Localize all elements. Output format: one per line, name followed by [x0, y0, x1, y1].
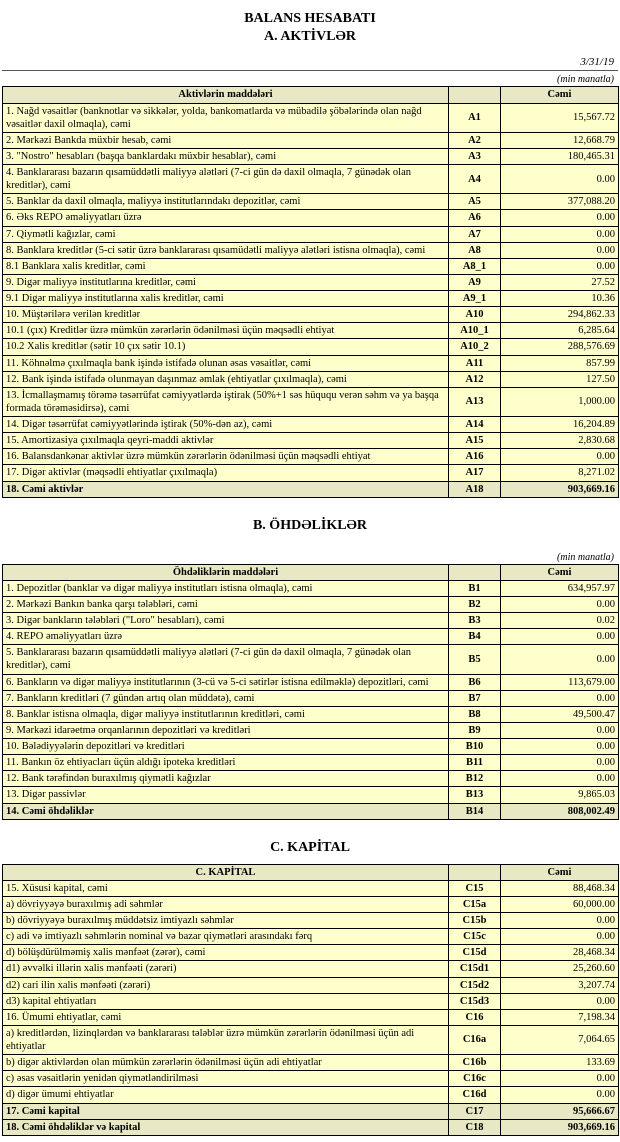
row-label: 18. Cəmi öhdəliklər və kapital — [3, 1119, 449, 1135]
row-code: B1 — [449, 580, 501, 596]
row-code: A9 — [449, 274, 501, 290]
row-value: 8,271.02 — [501, 465, 619, 481]
row-code: A2 — [449, 132, 501, 148]
unit-note-a: (min manatla) — [557, 74, 614, 86]
row-label: c) adi və imtiyazlı səhmlərin nominal və bazar qiymətləri arasındakı fərq — [3, 929, 449, 945]
table-row — [3, 371, 619, 387]
row-value: 0.00 — [501, 913, 619, 929]
row-value: 25,260.60 — [501, 961, 619, 977]
table-row — [3, 629, 619, 645]
row-label: 8. Banklara kreditlər (5-ci sətir üzrə banklararası qısamüdətli maliyyə alətləri istisna olmaqla), cəmi — [3, 242, 449, 258]
row-label: b) digər aktivlərdən olan mümkün zərərlərin ödənilməsi üçün adi ehtiyatlar — [3, 1055, 449, 1071]
row-label: 9.1 Digər maliyyə institutlarına xalis kreditlər, cəmi — [3, 291, 449, 307]
row-label: 15. Amortizasiya çıxılmaqla qeyri-maddi aktivlər — [3, 433, 449, 449]
row-label: d1) əvvəlki illərin xalis mənfəəti (zərəri) — [3, 961, 449, 977]
row-code: B12 — [449, 771, 501, 787]
row-label: 13. Digər passivlər — [3, 787, 449, 803]
row-value: 0.00 — [501, 739, 619, 755]
table-row — [3, 242, 619, 258]
table-row — [3, 1025, 619, 1054]
table-row — [3, 771, 619, 787]
table-row — [3, 596, 619, 612]
row-value: 0.00 — [501, 722, 619, 738]
row-label: d) digər ümumi ehtiyatlar — [3, 1087, 449, 1103]
assets-total-header: Cəmi — [501, 87, 619, 103]
row-label: 14. Digər təsərrüfat cəmiyyətlərində iştirak (50%-dən az), cəmi — [3, 417, 449, 433]
row-value: 0.00 — [501, 258, 619, 274]
row-value: 7,198.34 — [501, 1009, 619, 1025]
table-row — [3, 896, 619, 912]
row-value: 0.00 — [501, 629, 619, 645]
row-value: 9,865.03 — [501, 787, 619, 803]
capital-table-header-row — [3, 864, 619, 880]
row-label: 9. Digər maliyyə institutlarına kreditlər, cəmi — [3, 274, 449, 290]
row-label: 17. Cəmi kapital — [3, 1103, 449, 1119]
row-value: 127.50 — [501, 371, 619, 387]
table-row — [3, 722, 619, 738]
row-code: A14 — [449, 417, 501, 433]
row-code: C15d — [449, 945, 501, 961]
capital-code-header — [449, 864, 501, 880]
row-label: 10. Müştərilərə verilən kreditlər — [3, 307, 449, 323]
table-row — [3, 291, 619, 307]
row-label: b) dövriyyəyə buraxılmış müddətsiz imtiyazlı səhmlər — [3, 913, 449, 929]
row-code: A4 — [449, 165, 501, 194]
table-row — [3, 1087, 619, 1103]
row-value: 857.99 — [501, 355, 619, 371]
table-row — [3, 165, 619, 194]
row-value: 88,468.34 — [501, 880, 619, 896]
row-code: A10 — [449, 307, 501, 323]
row-label: 9. Mərkəzi idarəetmə orqanlarının depozitləri və kreditləri — [3, 722, 449, 738]
row-label: 8.1 Banklara xalis kreditlər, cəmi — [3, 258, 449, 274]
row-code: A8 — [449, 242, 501, 258]
table-row — [3, 739, 619, 755]
table-row — [3, 613, 619, 629]
row-code: C15a — [449, 896, 501, 912]
table-row — [3, 355, 619, 371]
table-row — [3, 674, 619, 690]
row-value: 0.00 — [501, 226, 619, 242]
row-code: C16b — [449, 1055, 501, 1071]
liabilities-table-header-row — [3, 564, 619, 580]
table-row — [3, 449, 619, 465]
row-label: 2. Mərkəzi Bankda müxbir hesab, cəmi — [3, 132, 449, 148]
row-label: 1. Nağd vəsaitlər (banknotlar və sikkələr, yolda, bankomatlarda və mübadilə şöbələrində olan nağd vəsaitlər daxil olmaqla), cəmi — [3, 103, 449, 132]
total-row — [3, 1119, 619, 1135]
row-code: B4 — [449, 629, 501, 645]
row-value: 0.02 — [501, 613, 619, 629]
row-code: C15 — [449, 880, 501, 896]
row-value: 294,862.33 — [501, 307, 619, 323]
row-value: 0.00 — [501, 242, 619, 258]
row-value: 0.00 — [501, 596, 619, 612]
row-code: C16a — [449, 1025, 501, 1054]
row-code: B8 — [449, 706, 501, 722]
row-code: A18 — [449, 481, 501, 497]
row-value: 377,088.20 — [501, 194, 619, 210]
table-row — [3, 274, 619, 290]
row-label: 18. Cəmi aktivlər — [3, 481, 449, 497]
row-value: 0.00 — [501, 929, 619, 945]
row-label: a) dövriyyəyə buraxılmış adi səhmlər — [3, 896, 449, 912]
table-row — [3, 1055, 619, 1071]
total-row — [3, 1103, 619, 1119]
row-code: C15b — [449, 913, 501, 929]
row-code: C18 — [449, 1119, 501, 1135]
row-label: 15. Xüsusi kapital, cəmi — [3, 880, 449, 896]
row-label: 10. Bələdiyyələrin depozitləri və kreditləri — [3, 739, 449, 755]
row-code: A3 — [449, 148, 501, 164]
row-value: 10.36 — [501, 291, 619, 307]
row-value: 2,830.68 — [501, 433, 619, 449]
row-value: 16,204.89 — [501, 417, 619, 433]
row-label: d) bölüşdürülməmiş xalis mənfəət (zərər), cəmi — [3, 945, 449, 961]
row-value: 95,666.67 — [501, 1103, 619, 1119]
row-label: 16. Balansdankənar aktivlər üzrə mümkün zərərlərin ödənilməsi üçün məqsədli ehtiyat — [3, 449, 449, 465]
row-value: 180,465.31 — [501, 148, 619, 164]
capital-total-header: Cəmi — [501, 864, 619, 880]
row-value: 0.00 — [501, 771, 619, 787]
total-row — [3, 803, 619, 819]
liabilities-items-header: Öhdəliklərin maddələri — [3, 564, 449, 580]
row-value: 808,002.49 — [501, 803, 619, 819]
row-label: 3. "Nostro" hesabları (başqa banklardakı müxbir hesablar), cəmi — [3, 148, 449, 164]
row-code: B7 — [449, 690, 501, 706]
row-label: 12. Bank tərəfindən buraxılmış qiymətli kağızlar — [3, 771, 449, 787]
row-value: 0.00 — [501, 993, 619, 1009]
table-row — [3, 258, 619, 274]
row-code: A8_1 — [449, 258, 501, 274]
row-code: C16d — [449, 1087, 501, 1103]
row-value: 0.00 — [501, 645, 619, 674]
row-code: C16 — [449, 1009, 501, 1025]
row-label: 11. Bankın öz ehtiyacları üçün aldığı ipoteka kreditləri — [3, 755, 449, 771]
row-label: 12. Bank işində istifadə olunmayan daşınmaz əmlak (ehtiyatlar çıxılmaqla), cəmi — [3, 371, 449, 387]
table-row — [3, 194, 619, 210]
assets-items-header: Aktivlərin maddələri — [3, 87, 449, 103]
row-value: 903,669.16 — [501, 1119, 619, 1135]
row-value: 0.00 — [501, 165, 619, 194]
row-label: 3. Digər bankların tələbləri ("Loro" hesabları), cəmi — [3, 613, 449, 629]
unit-note-b: (min manatla) — [557, 551, 614, 563]
row-value: 0.00 — [501, 449, 619, 465]
assets-table — [2, 86, 619, 497]
row-code: A16 — [449, 449, 501, 465]
row-label: 7. Bankların kreditləri (7 gündən artıq olan müddətə), cəmi — [3, 690, 449, 706]
row-code: A10_2 — [449, 339, 501, 355]
row-label: 8. Banklar istisna olmaqla, digər maliyyə institutlarının kreditləri, cəmi — [3, 706, 449, 722]
row-label: 17. Digər aktivlər (məqsədli ehtiyatlar çıxılmaqla) — [3, 465, 449, 481]
section-c-title: C. KAPİTAL — [270, 839, 350, 855]
row-label: 10.1 (çıx) Kreditlər üzrə mümkün zərərlərin ödənilməsi üçün məqsədli ehtiyat — [3, 323, 449, 339]
row-label: 1. Depozitlər (banklar və digər maliyyə institutları istisna olmaqla), cəmi — [3, 580, 449, 596]
table-row — [3, 132, 619, 148]
row-label: 10.2 Xalis kreditlər (sətir 10 çıx sətir 10.1) — [3, 339, 449, 355]
row-value: 0.00 — [501, 1071, 619, 1087]
row-value: 903,669.16 — [501, 481, 619, 497]
row-code: A17 — [449, 465, 501, 481]
row-label: 6. Bankların və digər maliyyə institutlarının (3-cü və 5-ci sətirlər istisna edilməklə) depozitləri, cəmi — [3, 674, 449, 690]
row-label: 11. Köhnəlmə çıxılmaqla bank işində istifadə olunan əsas vəsaitlər, cəmi — [3, 355, 449, 371]
row-value: 0.00 — [501, 690, 619, 706]
row-label: c) əsas vəsaitlərin yenidən qiymətləndirilməsi — [3, 1071, 449, 1087]
row-code: B10 — [449, 739, 501, 755]
table-row — [3, 690, 619, 706]
row-code: B13 — [449, 787, 501, 803]
row-value: 28,468.34 — [501, 945, 619, 961]
row-code: C16c — [449, 1071, 501, 1087]
row-label: 4. REPO əməliyyatları üzrə — [3, 629, 449, 645]
row-label: 16. Ümumi ehtiyatlar, cəmi — [3, 1009, 449, 1025]
row-code: B2 — [449, 596, 501, 612]
row-label: 5. Banklararası bazarın qısamüddətli maliyyə alətləri (7-ci gün də daxil olmaqla, 7 günədək olan kreditlər), cəmi — [3, 645, 449, 674]
row-label: d3) kapital ehtiyatları — [3, 993, 449, 1009]
table-row — [3, 645, 619, 674]
row-value: 27.52 — [501, 274, 619, 290]
capital-items-header: C. KAPİTAL — [3, 864, 449, 880]
liabilities-table — [2, 564, 619, 820]
row-value: 49,500.47 — [501, 706, 619, 722]
row-code: A9_1 — [449, 291, 501, 307]
row-label: 14. Cəmi öhdəliklər — [3, 803, 449, 819]
section-b-title: B. ÖHDƏLİKLƏR — [252, 517, 368, 533]
row-value: 1,000.00 — [501, 387, 619, 416]
row-value: 0.00 — [501, 210, 619, 226]
table-row — [3, 880, 619, 896]
row-label: 4. Banklararası bazarın qısamüddətli maliyyə alətləri (7-ci gün də daxil olmaqla, 7 günədək olan kreditlər), cəmi — [3, 165, 449, 194]
table-row — [3, 307, 619, 323]
row-value: 3,207.74 — [501, 977, 619, 993]
row-code: A1 — [449, 103, 501, 132]
report-date: 3/31/19 — [580, 56, 614, 69]
row-label: 7. Qiymətli kağızlar, cəmi — [3, 226, 449, 242]
row-code: A7 — [449, 226, 501, 242]
table-row — [3, 977, 619, 993]
row-value: 0.00 — [501, 755, 619, 771]
row-label: 5. Banklar da daxil olmaqla, maliyyə institutlarındakı depozitlər, cəmi — [3, 194, 449, 210]
row-label: a) kreditlərdən, lizinqlərdən və banklararası tələblər üzrə mümkün zərərlərin ödənilməsi üçün adi ehtiyatlar — [3, 1025, 449, 1054]
table-row — [3, 148, 619, 164]
row-code: A10_1 — [449, 323, 501, 339]
report-title: BALANS HESABATI — [244, 11, 376, 26]
row-label: 13. İcmallaşmamış törəmə təsərrüfat cəmiyyətlərdə iştirak (50%+1 səs hüququ verən səhm və ya başqa formada törəməsidirsə), cəmi — [3, 387, 449, 416]
divider — [2, 70, 618, 71]
liabilities-total-header: Cəmi — [501, 564, 619, 580]
table-row — [3, 465, 619, 481]
table-row — [3, 1009, 619, 1025]
row-value: 6,285.64 — [501, 323, 619, 339]
row-value: 12,668.79 — [501, 132, 619, 148]
row-code: B9 — [449, 722, 501, 738]
table-row — [3, 226, 619, 242]
table-row — [3, 1071, 619, 1087]
liabilities-code-header — [449, 564, 501, 580]
row-code: C15d1 — [449, 961, 501, 977]
table-row — [3, 103, 619, 132]
row-code: B3 — [449, 613, 501, 629]
row-code: B5 — [449, 645, 501, 674]
row-label: d2) cari ilin xalis mənfəəti (zərəri) — [3, 977, 449, 993]
row-code: A5 — [449, 194, 501, 210]
table-row — [3, 993, 619, 1009]
row-code: B14 — [449, 803, 501, 819]
table-row — [3, 387, 619, 416]
row-code: C15d3 — [449, 993, 501, 1009]
row-code: B6 — [449, 674, 501, 690]
table-row — [3, 755, 619, 771]
row-code: C15c — [449, 929, 501, 945]
table-row — [3, 706, 619, 722]
row-value: 634,957.97 — [501, 580, 619, 596]
table-row — [3, 929, 619, 945]
table-row — [3, 417, 619, 433]
table-row — [3, 787, 619, 803]
row-code: A6 — [449, 210, 501, 226]
row-value: 15,567.72 — [501, 103, 619, 132]
table-row — [3, 323, 619, 339]
table-row — [3, 580, 619, 596]
table-row — [3, 210, 619, 226]
row-code: C17 — [449, 1103, 501, 1119]
row-code: A13 — [449, 387, 501, 416]
row-value: 7,064.65 — [501, 1025, 619, 1054]
assets-table-header-row — [3, 87, 619, 103]
table-row — [3, 961, 619, 977]
capital-table — [2, 864, 619, 1136]
table-row — [3, 339, 619, 355]
row-value: 0.00 — [501, 1087, 619, 1103]
table-row — [3, 913, 619, 929]
table-row — [3, 945, 619, 961]
row-label: 6. Əks REPO əməliyyatları üzrə — [3, 210, 449, 226]
row-code: A12 — [449, 371, 501, 387]
row-code: B11 — [449, 755, 501, 771]
row-label: 2. Mərkəzi Bankın banka qarşı tələbləri, cəmi — [3, 596, 449, 612]
row-value: 288,576.69 — [501, 339, 619, 355]
row-code: C15d2 — [449, 977, 501, 993]
row-code: A11 — [449, 355, 501, 371]
row-code: A15 — [449, 433, 501, 449]
section-a-title: A. AKTİVLƏR — [263, 29, 357, 45]
row-value: 113,679.00 — [501, 674, 619, 690]
row-value: 133.69 — [501, 1055, 619, 1071]
total-row — [3, 481, 619, 497]
row-value: 60,000.00 — [501, 896, 619, 912]
assets-code-header — [449, 87, 501, 103]
table-row — [3, 433, 619, 449]
